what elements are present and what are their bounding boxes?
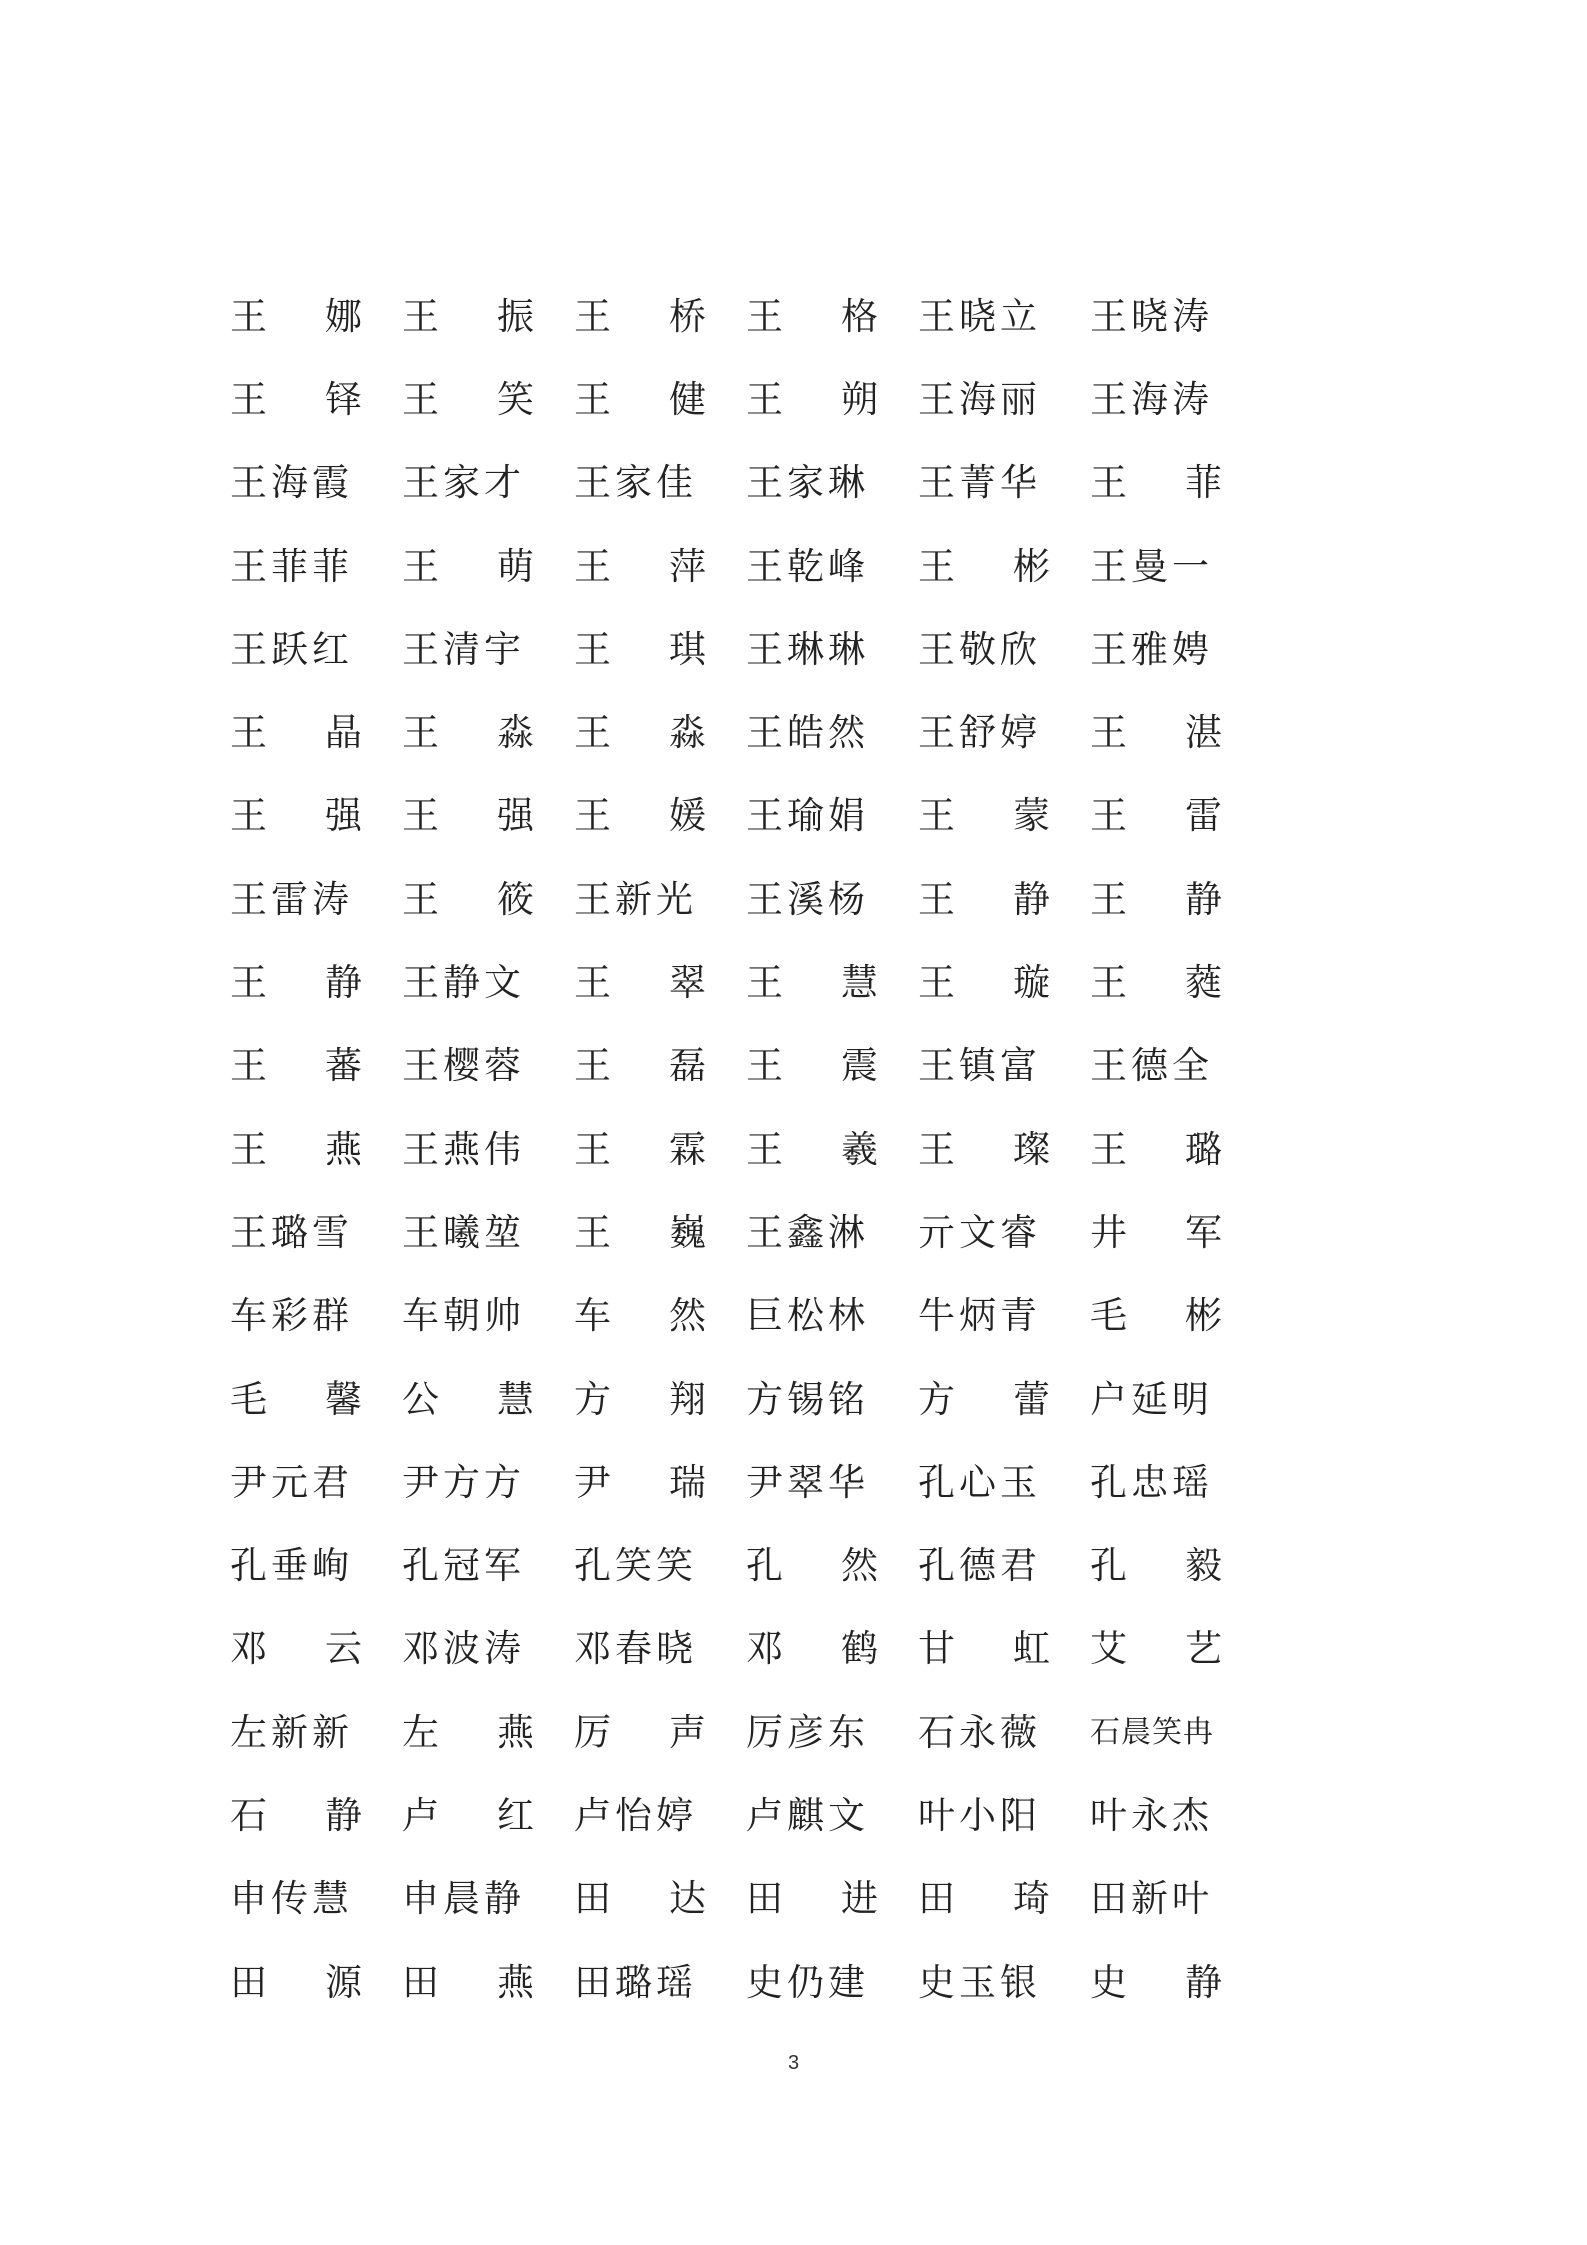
name-entry: 孔忠瑶 xyxy=(1090,1460,1213,1504)
name-entry: 方 翔 xyxy=(574,1377,706,1421)
name-entry: 王晓涛 xyxy=(1090,294,1213,338)
name-entry: 田 燕 xyxy=(402,1960,534,2004)
name-entry: 王瑜娟 xyxy=(746,794,869,838)
name-entry: 王 振 xyxy=(402,294,534,338)
name-entry: 田 琦 xyxy=(918,1877,1050,1921)
name-entry: 王 慧 xyxy=(746,961,878,1005)
name-entry: 王德全 xyxy=(1090,1044,1213,1088)
name-entry: 王 翠 xyxy=(574,961,706,1005)
name-row xyxy=(230,1191,1290,1274)
name-entry: 史 静 xyxy=(1090,1960,1222,2004)
name-entry: 王雅娉 xyxy=(1090,627,1213,671)
name-entry: 车彩群 xyxy=(230,1294,353,1338)
name-row xyxy=(230,1358,1290,1441)
name-entry: 王 筱 xyxy=(402,877,534,921)
name-entry: 左新新 xyxy=(230,1710,353,1754)
name-entry: 王曦堃 xyxy=(402,1210,525,1254)
name-entry: 王 璐 xyxy=(1090,1127,1222,1171)
name-row xyxy=(230,525,1290,608)
name-entry: 王 桥 xyxy=(574,294,706,338)
name-entry: 王 萍 xyxy=(574,544,706,588)
name-entry: 石永薇 xyxy=(918,1710,1041,1754)
name-entry: 王新光 xyxy=(574,877,697,921)
name-entry: 王家琳 xyxy=(746,461,869,505)
name-entry: 申晨静 xyxy=(402,1877,525,1921)
name-entry: 王燕伟 xyxy=(402,1127,525,1171)
name-row xyxy=(230,775,1290,858)
name-row xyxy=(230,1774,1290,1857)
name-entry: 王 铎 xyxy=(230,377,362,421)
name-entry: 王璐雪 xyxy=(230,1210,353,1254)
name-row xyxy=(230,608,1290,691)
name-entry: 井 军 xyxy=(1090,1210,1222,1254)
name-entry: 王 蕃 xyxy=(230,1044,362,1088)
name-entry: 孔 毅 xyxy=(1090,1544,1222,1588)
name-row xyxy=(230,1441,1290,1524)
name-entry: 厉彦东 xyxy=(746,1710,869,1754)
name-entry: 户延明 xyxy=(1090,1377,1213,1421)
name-entry: 方 蕾 xyxy=(918,1377,1050,1421)
name-row xyxy=(230,1025,1290,1108)
name-entry: 王 静 xyxy=(230,961,362,1005)
name-entry: 王 巍 xyxy=(574,1210,706,1254)
name-entry: 王 璨 xyxy=(918,1127,1050,1171)
name-entry: 王跃红 xyxy=(230,627,353,671)
name-entry: 王 静 xyxy=(1090,877,1222,921)
name-entry: 王 笑 xyxy=(402,377,534,421)
name-entry: 卢怡婷 xyxy=(574,1793,697,1837)
name-entry: 车朝帅 xyxy=(402,1294,525,1338)
name-entry: 王 璇 xyxy=(918,961,1050,1005)
name-entry: 孔心玉 xyxy=(918,1460,1041,1504)
name-entry: 王菲菲 xyxy=(230,544,353,588)
name-entry: 王鑫淋 xyxy=(746,1210,869,1254)
name-row xyxy=(230,941,1290,1024)
name-entry: 王海霞 xyxy=(230,461,353,505)
name-entry: 王家佳 xyxy=(574,461,697,505)
name-entry: 王 琪 xyxy=(574,627,706,671)
name-entry: 王 雷 xyxy=(1090,794,1222,838)
name-entry: 王 燕 xyxy=(230,1127,362,1171)
name-row xyxy=(230,1691,1290,1774)
page-number: 3 xyxy=(787,2052,800,2074)
name-entry: 王舒婷 xyxy=(918,711,1041,755)
name-entry: 王镇富 xyxy=(918,1044,1041,1088)
name-entry: 申传慧 xyxy=(230,1877,353,1921)
name-entry: 王 强 xyxy=(402,794,534,838)
name-entry: 王 淼 xyxy=(402,711,534,755)
name-entry: 王 萌 xyxy=(402,544,534,588)
name-entry: 史仍建 xyxy=(746,1960,869,2004)
name-entry: 王 格 xyxy=(746,294,878,338)
name-entry: 孔德君 xyxy=(918,1544,1041,1588)
name-entry: 艾 艺 xyxy=(1090,1627,1222,1671)
name-entry: 王海丽 xyxy=(918,377,1041,421)
name-entry: 叶永杰 xyxy=(1090,1793,1213,1837)
name-entry: 王清宇 xyxy=(402,627,525,671)
name-entry: 王 媛 xyxy=(574,794,706,838)
name-entry: 王家才 xyxy=(402,461,525,505)
name-entry: 毛 馨 xyxy=(230,1377,362,1421)
name-entry: 方锡铭 xyxy=(746,1377,869,1421)
name-entry: 王晓立 xyxy=(918,294,1041,338)
name-row xyxy=(230,1108,1290,1191)
name-entry: 王 淼 xyxy=(574,711,706,755)
name-entry: 邓 云 xyxy=(230,1627,362,1671)
name-entry: 田璐瑶 xyxy=(574,1960,697,2004)
name-entry: 王 强 xyxy=(230,794,362,838)
name-entry: 王雷涛 xyxy=(230,877,353,921)
name-entry: 王 蕤 xyxy=(1090,961,1222,1005)
name-entry: 尹方方 xyxy=(402,1460,525,1504)
name-entry: 王 蒙 xyxy=(918,794,1050,838)
name-entry: 王静文 xyxy=(402,961,525,1005)
name-row xyxy=(230,858,1290,941)
name-entry: 王樱蓉 xyxy=(402,1044,525,1088)
name-entry: 邓波涛 xyxy=(402,1627,525,1671)
name-entry: 王 震 xyxy=(746,1044,878,1088)
name-entry: 尹 瑞 xyxy=(574,1460,706,1504)
name-entry: 甘 虹 xyxy=(918,1627,1050,1671)
name-entry: 史玉银 xyxy=(918,1960,1041,2004)
name-entry: 王乾峰 xyxy=(746,544,869,588)
name-entry: 田新叶 xyxy=(1090,1877,1213,1921)
name-entry: 石晨笑冉 xyxy=(1090,1714,1214,1750)
name-entry: 孔冠军 xyxy=(402,1544,525,1588)
name-entry: 尹元君 xyxy=(230,1460,353,1504)
name-row xyxy=(230,1858,1290,1941)
name-entry: 田 进 xyxy=(746,1877,878,1921)
name-row xyxy=(230,1941,1290,2024)
name-entry: 王 静 xyxy=(918,877,1050,921)
name-entry: 王 晶 xyxy=(230,711,362,755)
name-entry: 厉 声 xyxy=(574,1710,706,1754)
name-entry: 王菁华 xyxy=(918,461,1041,505)
name-entry: 尹翠华 xyxy=(746,1460,869,1504)
name-entry: 王 彬 xyxy=(918,544,1050,588)
name-row xyxy=(230,691,1290,774)
name-entry: 孔 然 xyxy=(746,1544,878,1588)
name-entry: 王琳琳 xyxy=(746,627,869,671)
name-entry: 王 菲 xyxy=(1090,461,1222,505)
name-entry: 王 湛 xyxy=(1090,711,1222,755)
name-row xyxy=(230,358,1290,441)
name-row xyxy=(230,442,1290,525)
name-list xyxy=(230,275,1290,2024)
name-entry: 叶小阳 xyxy=(918,1793,1041,1837)
name-entry: 王溪杨 xyxy=(746,877,869,921)
name-entry: 王曼一 xyxy=(1090,544,1213,588)
name-entry: 卢 红 xyxy=(402,1793,534,1837)
name-row xyxy=(230,275,1290,358)
name-entry: 王皓然 xyxy=(746,711,869,755)
name-entry: 车 然 xyxy=(574,1294,706,1338)
name-entry: 王 娜 xyxy=(230,294,362,338)
name-entry: 孔垂峋 xyxy=(230,1544,353,1588)
name-entry: 田 达 xyxy=(574,1877,706,1921)
name-entry: 王海涛 xyxy=(1090,377,1213,421)
name-entry: 巨松林 xyxy=(746,1294,869,1338)
name-entry: 左 燕 xyxy=(402,1710,534,1754)
name-entry: 王敬欣 xyxy=(918,627,1041,671)
name-row xyxy=(230,1275,1290,1358)
name-entry: 公 慧 xyxy=(402,1377,534,1421)
name-entry: 牛炳青 xyxy=(918,1294,1041,1338)
name-entry: 卢麒文 xyxy=(746,1793,869,1837)
name-entry: 王 霖 xyxy=(574,1127,706,1171)
name-entry: 邓春晓 xyxy=(574,1627,697,1671)
name-entry: 孔笑笑 xyxy=(574,1544,697,1588)
name-entry: 亓文睿 xyxy=(918,1210,1041,1254)
name-entry: 王 羲 xyxy=(746,1127,878,1171)
name-entry: 王 健 xyxy=(574,377,706,421)
name-entry: 毛 彬 xyxy=(1090,1294,1222,1338)
name-entry: 王 磊 xyxy=(574,1044,706,1088)
name-row xyxy=(230,1608,1290,1691)
name-row xyxy=(230,1524,1290,1607)
name-entry: 王 朔 xyxy=(746,377,878,421)
name-entry: 石 静 xyxy=(230,1793,362,1837)
name-entry: 邓 鹤 xyxy=(746,1627,878,1671)
name-entry: 田 源 xyxy=(230,1960,362,2004)
